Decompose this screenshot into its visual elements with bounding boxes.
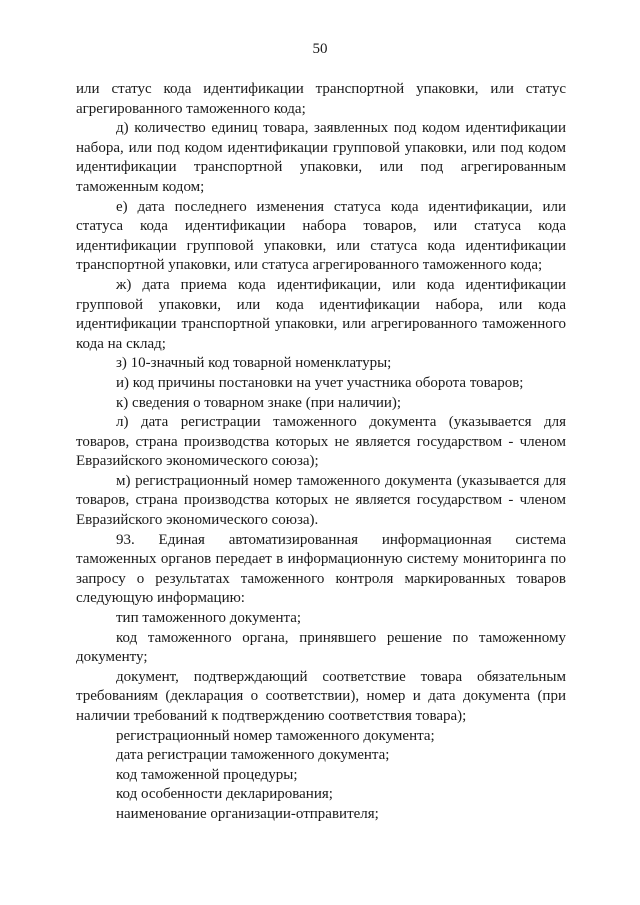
- paragraph-item-k: к) сведения о товарном знаке (при наличии);: [116, 394, 402, 411]
- page-number: 50: [312, 41, 328, 57]
- list-item: код таможенного органа, принявшего решение по таможенному документу;: [76, 629, 566, 666]
- paragraph-item-m: м) регистрационный номер таможенного документа (указывается для товаров, страна производства которых не является государством - членом Евразийского экономического союза).: [76, 472, 566, 529]
- list-item: наименование организации-отправителя;: [116, 805, 379, 822]
- paragraph-section-93: 93. Единая автоматизированная информационная система таможенных органов передает в информационную систему мониторинга по запросу о результатах таможенного контроля маркированных товаров следующую информацию:: [76, 531, 566, 607]
- list-item: код таможенной процедуры;: [116, 766, 298, 783]
- list-item: документ, подтверждающий соответствие товара обязательным требованиям (декларация о соответствии), номер и дата документа (при наличии требований к подтверждению соответствия товара);: [76, 668, 566, 724]
- paragraph-item-l: л) дата регистрации таможенного документа (указывается для товаров, страна производства которых не является государством - членом Евразийского экономического союза);: [76, 414, 566, 470]
- paragraph-item-i: и) код причины постановки на учет участника оборота товаров;: [116, 374, 524, 391]
- paragraph-continuation: или статус кода идентификации транспортной упаковки, или статус агрегированного таможенного кода;: [76, 81, 566, 117]
- list-item: дата регистрации таможенного документа;: [116, 747, 390, 764]
- list-item: тип таможенного документа;: [116, 610, 302, 627]
- list-item: код особенности декларирования;: [116, 786, 333, 803]
- paragraph-item-z: з) 10-значный код товарной номенклатуры;: [116, 355, 392, 372]
- paragraph-item-e: е) дата последнего изменения статуса кода идентификации, или статуса кода идентификации набора товаров, или статуса кода идентификации групповой упаковки, или статуса кода идентификации транспортной упаковки, или статуса агрегированного таможенного кода;: [76, 198, 566, 274]
- paragraph-item-d: д) количество единиц товара, заявленных под кодом идентификации набора, или под кодом идентификации групповой упаковки, или под кодом идентификации транспортной упаковки, или под агрегированным таможенным кодом;: [76, 120, 566, 195]
- list-item: регистрационный номер таможенного документа;: [116, 727, 435, 744]
- document-body: [76, 80, 566, 825]
- paragraph-item-zh: ж) дата приема кода идентификации, или кода идентификации групповой упаковки, или кода идентификации набора, или кода идентификации транспортной упаковки, или агрегированного таможенного кода на склад;: [76, 276, 566, 352]
